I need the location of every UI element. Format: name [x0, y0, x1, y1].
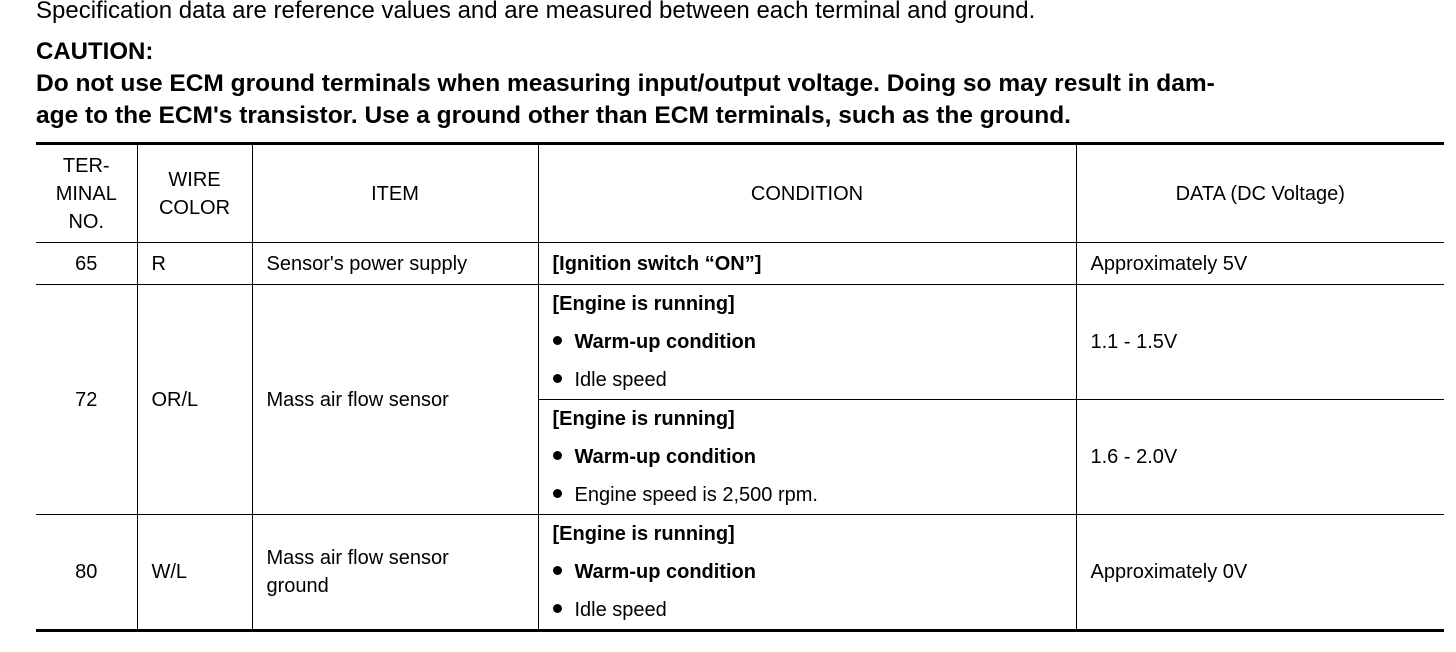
caution-text: [36, 68, 1440, 132]
wire-color: OR/L: [137, 285, 252, 515]
table-header-row: [36, 144, 1444, 243]
terminal-spec-table: [36, 142, 1444, 632]
bullet-icon: [553, 566, 562, 575]
wire-color: W/L: [137, 515, 252, 631]
header-terminal-line: NO.: [68, 210, 105, 233]
data-value: 1.6 - 2.0V: [1076, 400, 1444, 515]
item-name: Sensor's power supply: [252, 243, 538, 285]
bullet-icon: [553, 489, 562, 498]
bullet-text: Warm-up condition: [574, 561, 756, 583]
bullet-icon: [553, 451, 562, 460]
caution-title: CAUTION:: [36, 38, 154, 65]
data-value: Approximately 0V: [1076, 515, 1444, 631]
condition-cell: [538, 243, 1076, 285]
condition-bullet: [553, 361, 1062, 399]
bullet-text: Idle speed: [574, 599, 667, 621]
condition-heading: [Ignition switch “ON”]: [552, 252, 762, 275]
condition-bullet: [553, 591, 1062, 629]
item-name: [252, 515, 538, 631]
condition-heading: [Engine is running]: [552, 293, 735, 315]
header-terminal-line: MINAL: [55, 182, 117, 205]
bullet-text: Engine speed is 2,500 rpm.: [574, 484, 818, 506]
item-name: Mass air flow sensor: [252, 285, 538, 515]
terminal-number: 72: [36, 285, 137, 515]
table-row: [36, 243, 1444, 285]
header-item: ITEM: [252, 144, 538, 243]
caution-line-1: Do not use ECM ground terminals when measuring input/output voltage. Doing so may result in dam-: [36, 70, 1215, 97]
data-value: Approximately 5V: [1076, 243, 1444, 285]
bullet-text: Warm-up condition: [574, 446, 756, 468]
terminal-number: 80: [36, 515, 137, 631]
bullet-text: Warm-up condition: [574, 331, 756, 353]
intro-text: Specification data are reference values and are measured between each terminal and ground.: [36, 0, 1036, 24]
condition-heading: [Engine is running]: [552, 408, 735, 430]
item-name-line: ground: [266, 575, 329, 597]
bullet-text: Idle speed: [574, 369, 667, 391]
condition-cell: [538, 400, 1076, 515]
condition-bullet: [553, 323, 1062, 361]
condition-bullet: [553, 438, 1062, 476]
header-condition: CONDITION: [538, 144, 1076, 243]
item-name-line: Mass air flow sensor: [266, 547, 449, 569]
header-terminal-line: TER-: [62, 154, 110, 177]
condition-heading: [Engine is running]: [552, 523, 735, 545]
bullet-icon: [553, 604, 562, 613]
table-row: [36, 515, 1444, 631]
terminal-number: 65: [36, 243, 137, 285]
caution-line-2: age to the ECM's transistor. Use a ground other than ECM terminals, such as the ground.: [36, 102, 1071, 129]
data-value: 1.1 - 1.5V: [1076, 285, 1444, 400]
condition-bullet: [553, 476, 1062, 514]
header-wire-line: WIRE: [168, 168, 221, 191]
wire-color: R: [137, 243, 252, 285]
header-data: DATA (DC Voltage): [1076, 144, 1444, 243]
condition-cell: [538, 285, 1076, 400]
header-terminal-no: [36, 144, 137, 243]
header-wire-line: COLOR: [158, 196, 231, 219]
condition-cell: [538, 515, 1076, 631]
bullet-icon: [553, 374, 562, 383]
table-row: [36, 285, 1444, 400]
header-wire-color: [137, 144, 252, 243]
condition-bullet: [553, 553, 1062, 591]
bullet-icon: [553, 336, 562, 345]
